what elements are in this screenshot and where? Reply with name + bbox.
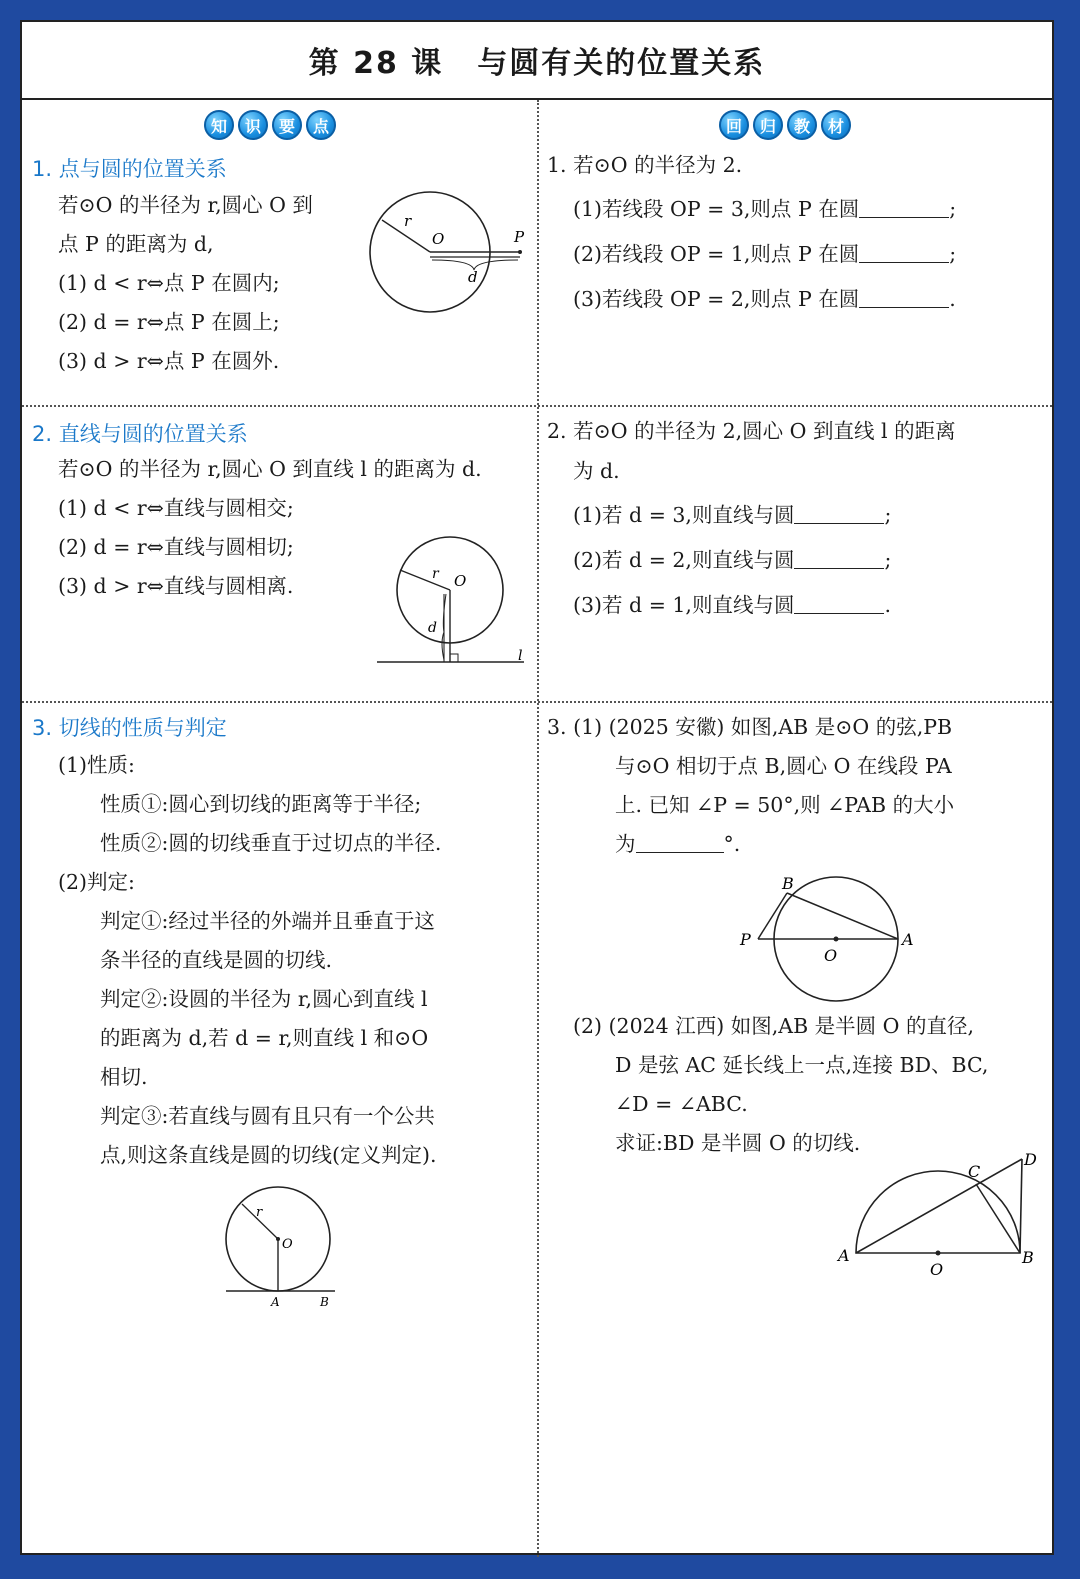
lesson-number: 第 28 课 [308,46,444,81]
badge-char: 教 [787,110,817,140]
item-text: (3)若 d = 1,则直线与圆 [573,593,795,617]
item-end: °. [723,832,741,856]
figure-semicircle [832,1147,1052,1277]
exercise-1 [547,146,956,325]
figure-label: O [824,946,838,965]
exercise-stem: 2. 若⊙O 的半径为 2,圆心 O 到直线 l 的距离 [547,419,956,443]
figure-label: B [1022,1248,1034,1267]
text-line: D 是弦 AC 延长线上一点,连接 BD、BC, [615,1053,989,1077]
text-line: 的距离为 d,若 d = r,则直线 l 和⊙O [100,1026,429,1050]
item-text: (1)若线段 OP = 3,则点 P 在圆 [573,197,860,221]
badge-group-knowledge [204,110,336,140]
answer-blank[interactable] [794,591,884,614]
item-end: ; [949,197,957,221]
text-line: 若⊙O 的半径为 r,圆心 O 到直线 l 的距离为 d. [58,457,482,481]
row-divider-1 [22,405,1052,407]
item-end: ; [884,548,892,572]
section-2-title: 2. 直线与圆的位置关系 [32,422,248,446]
item-end: ; [884,503,892,527]
item-text: (1)若 d = 3,则直线与圆 [573,503,795,527]
badge-char: 识 [238,110,268,140]
figure-label: r [404,212,412,230]
section-3-body [58,746,441,1175]
column-divider [537,100,539,1557]
figure-label: B [782,874,794,893]
text-line: 判定③:若直线与圆有且只有一个公共 [100,1104,435,1128]
figure-point-circle [362,182,532,317]
figure-label: B [320,1295,329,1309]
figure-label: A [902,930,914,949]
exercise-item [547,496,956,541]
exercise-stem: 为 d. [573,459,620,483]
text-line: (1) d < r⇔点 P 在圆内; [58,271,280,295]
figure-label: O [454,572,467,590]
item-end: ; [949,242,957,266]
item-text: (3)若线段 OP = 2,则点 P 在圆 [573,287,860,311]
badge-char: 回 [719,110,749,140]
item-end: . [949,287,956,311]
badge-char: 材 [821,110,851,140]
item-end: . [884,593,891,617]
row-divider-2 [22,701,1052,703]
text-line: (3) d > r⇔点 P 在圆外. [58,349,280,373]
section-1-body [58,186,313,381]
text-line: (1) d < r⇔直线与圆相交; [58,496,294,520]
exercise-item [547,541,956,586]
figure-label: A [838,1246,850,1265]
text-line: 相切. [100,1065,148,1089]
figure-label: d [468,268,478,286]
badge-char: 归 [753,110,783,140]
item-text: (2)若 d = 2,则直线与圆 [573,548,795,572]
figure-label: d [428,620,437,636]
figure-label: l [518,648,523,664]
text-line: (3) d > r⇔直线与圆相离. [58,574,294,598]
text-line: 与⊙O 相切于点 B,圆心 O 在线段 PA [615,754,952,778]
text-line: (2) (2024 江西) 如图,AB 是半圆 O 的直径, [573,1014,975,1038]
text-line: 上. 已知 ∠P = 50°,则 ∠PAB 的大小 [615,793,955,817]
exercise-3-part-2 [573,1007,988,1163]
text-line: 条半径的直线是圆的切线. [100,948,333,972]
figure-label: A [271,1295,280,1309]
figure-label: O [282,1237,293,1252]
figure-line-circle [372,532,532,672]
text-line: (1)性质: [58,753,135,777]
section-3-title: 3. 切线的性质与判定 [32,716,227,740]
answer-blank[interactable] [794,501,884,524]
figure-label: P [514,228,525,246]
exercise-stem: 1. 若⊙O 的半径为 2. [547,153,743,177]
figure-tangent [220,1182,350,1312]
badge-char: 点 [306,110,336,140]
item-text: 为 [615,832,636,856]
figure-label: r [256,1205,263,1220]
exercise-item [547,190,956,235]
badge-char: 知 [204,110,234,140]
exercise-3 [547,708,954,864]
text-line: 3. (1) (2025 安徽) 如图,AB 是⊙O 的弦,PB [547,715,953,739]
section-1-title: 1. 点与圆的位置关系 [32,157,227,181]
figure-label: O [930,1260,944,1277]
answer-blank[interactable] [794,546,884,569]
page-title [22,22,1052,100]
exercise-item [547,280,956,325]
text-line: 性质①:圆心到切线的距离等于半径; [100,792,422,816]
worksheet [20,20,1054,1555]
text-line: 判定②:设圆的半径为 r,圆心到直线 l [100,987,428,1011]
item-text: (2)若线段 OP = 1,则点 P 在圆 [573,242,860,266]
text-line: (2) d = r⇔直线与圆相切; [58,535,294,559]
exercise-item [547,235,956,280]
answer-blank[interactable] [636,830,724,853]
text-line: (2)判定: [58,870,135,894]
text-line: 点,则这条直线是圆的切线(定义判定). [100,1143,437,1167]
text-line: 判定①:经过半径的外端并且垂直于这 [100,909,435,933]
figure-label: D [1024,1150,1037,1169]
text-line: 求证:BD 是半圆 O 的切线. [615,1131,861,1155]
figure-chord-tangent [732,867,922,1002]
text-line: (2) d = r⇔点 P 在圆上; [58,310,280,334]
answer-blank[interactable] [859,240,949,263]
exercise-2 [547,412,956,631]
text-line: 性质②:圆的切线垂直于过切点的半径. [100,831,442,855]
badge-group-textbook [719,110,851,140]
figure-label: C [968,1162,981,1181]
lesson-title: 与圆有关的位置关系 [477,46,766,81]
figure-label: P [740,930,751,949]
text-line: 若⊙O 的半径为 r,圆心 O 到 [58,193,313,217]
figure-label: O [432,230,445,248]
answer-blank[interactable] [859,285,949,308]
text-line: ∠D = ∠ABC. [615,1092,748,1116]
text-line [547,825,954,864]
answer-blank[interactable] [859,195,949,218]
figure-label: r [432,566,439,582]
exercise-item [547,586,956,631]
badge-char: 要 [272,110,302,140]
text-line: 点 P 的距离为 d, [58,232,214,256]
